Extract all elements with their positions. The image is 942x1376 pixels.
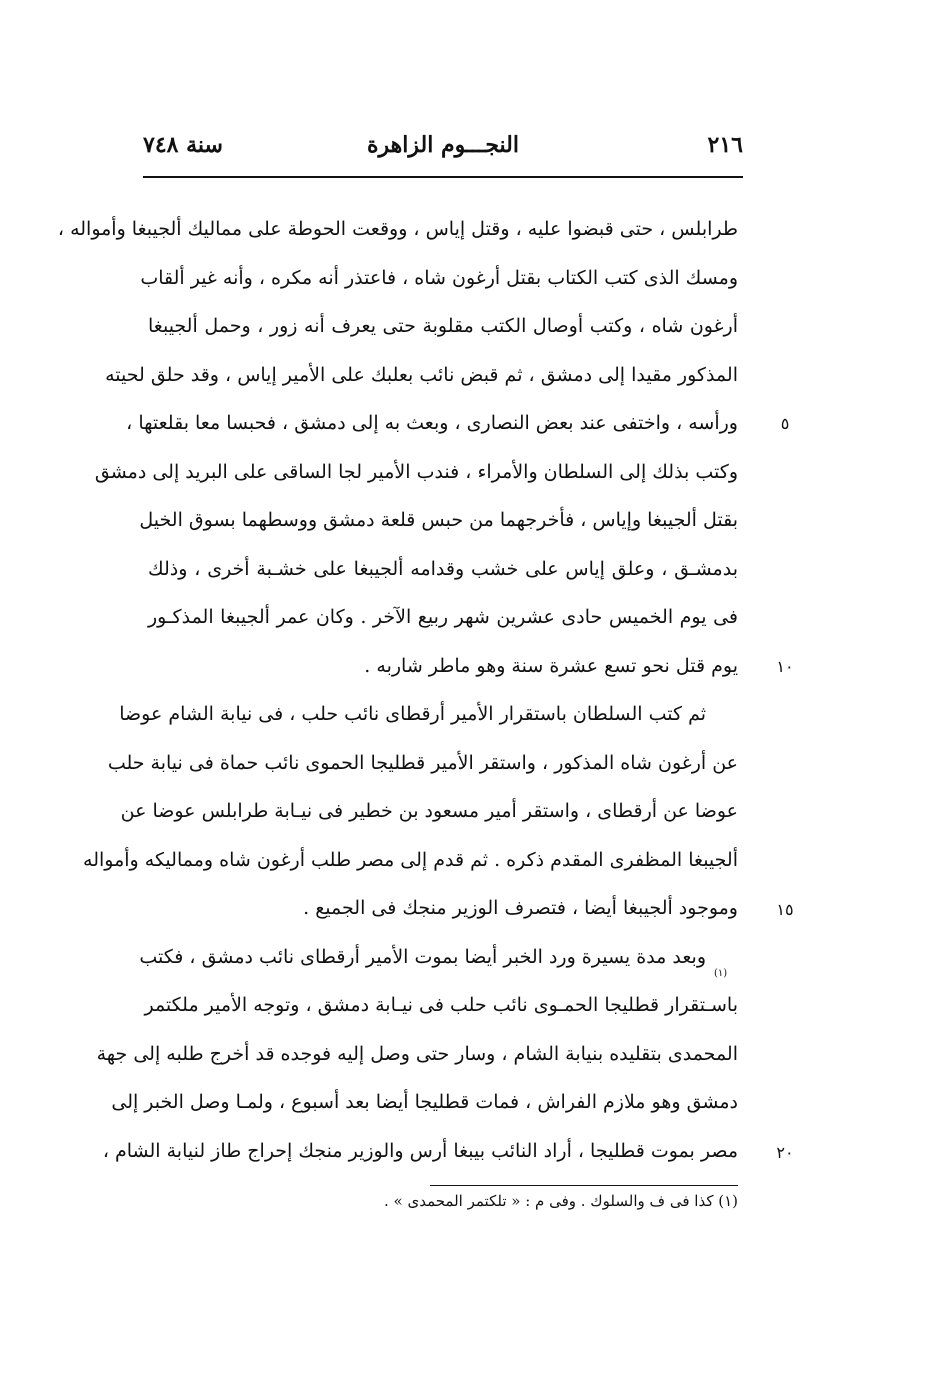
line-number-15: ١٥	[776, 900, 794, 919]
line-number-20: ٢٠	[776, 1143, 794, 1162]
text-line: طرابلس ، حتى قبضوا عليه ، وقتل إياس ، ووقعت الحوطة على مماليك ألجيبغا وأمواله ،	[57, 218, 738, 240]
text-line: المحمدى بتقليده بنيابة الشام ، وسار حتى وصل إليه فوجده قد أخرج طلبه إلى جهة	[96, 1042, 738, 1065]
text-line: ألجيبغا المظفرى المقدم ذكره . ثم قدم إلى مصر طلب أرغون شاه ومماليكه وأمواله	[83, 848, 738, 871]
text-line: بقتل ألجيبغا وإياس ، فأخرجهما من حبس قلعة دمشق ووسطهما بسوق الخيل	[139, 509, 738, 531]
header-rule	[143, 176, 743, 178]
text-line: باسـتقرار قطليجا الحمـوى نائب حلب فى نيـابة دمشق ، وتوجه الأمير ملكتمر	[144, 994, 738, 1016]
line-number-5: ٥	[780, 414, 790, 433]
text-line: بدمشـق ، وعلق إياس على خشب وقدامه ألجيبغا على خشـبة أخرى ، وذلك	[148, 557, 738, 580]
footnote-rule	[430, 1185, 738, 1186]
running-title: النجـــوم الزاهرة	[367, 132, 519, 158]
text-line: يوم قتل نحو تسع عشرة سنة وهو ماطر شاربه .	[364, 654, 738, 677]
text-line: المذكور مقيدا إلى دمشق ، ثم قبض نائب بعلبك على الأمير إياس ، وقد حلق لحيته	[105, 363, 738, 386]
text-line: عوضا عن أرقطاى ، واستقر أمير مسعود بن خطير فى نيـابة طرابلس عوضا عن	[120, 800, 738, 822]
line-number-10: ١٠	[776, 657, 794, 676]
text-line: ورأسه ، واختفى عند بعض النصارى ، وبعث به إلى دمشق ، فحبسا معا بقلعتها ،	[126, 412, 738, 434]
footnote-marker: (١)	[714, 968, 728, 979]
text-line: أرغون شاه ، وكتب أوصال الكتب مقلوبة حتى يعرف أنه زور ، وحمل ألجيبغا	[148, 315, 738, 337]
text-line: ثم كتب السلطان باستقرار الأمير أرقطاى نائب حلب ، فى نيابة الشام عوضا	[119, 703, 706, 725]
text-line: دمشق وهو ملازم الفراش ، فمات قطليجا أيضا بعد أسبوع ، ولمـا وصل الخبر إلى	[111, 1091, 738, 1113]
page-header	[143, 132, 743, 172]
text-line: وموجود ألجيبغا أيضا ، فتصرف الوزير منجك فى الجميع .	[303, 897, 738, 919]
text-line: ومسك الذى كتب الكتاب بقتل أرغون شاه ، فاعتذر أنه مكره ، وأنه غير ألقاب	[140, 266, 738, 289]
text-line: وكتب بذلك إلى السلطان والأمراء ، فندب الأمير لجا الساقى على البريد إلى دمشق	[94, 460, 738, 483]
text-line: عن أرغون شاه المذكور ، واستقر الأمير قطليجا الحموى نائب حماة فى نيابة حلب	[107, 751, 738, 774]
text-line: فى يوم الخميس حادى عشرين شهر ربيع الآخر . وكان عمر ألجيبغا المذكـور	[148, 606, 738, 628]
text-line: وبعد مدة يسيرة ورد الخبر أيضا بموت الأمير أرقطاى نائب دمشق ، فكتب	[139, 945, 706, 968]
text-line: مصر بموت قطليجا ، أراد النائب بيبغا أرس والوزير منجك إحراج طاز لنيابة الشام ،	[102, 1139, 738, 1162]
year-label: سنة ٧٤٨	[143, 132, 223, 158]
footnote: (١) كذا فى ف والسلوك . وفى م : « تلكتمر المحمدى » .	[383, 1192, 738, 1210]
page-number: ٢١٦	[707, 132, 743, 158]
body-text	[57, 205, 738, 1175]
